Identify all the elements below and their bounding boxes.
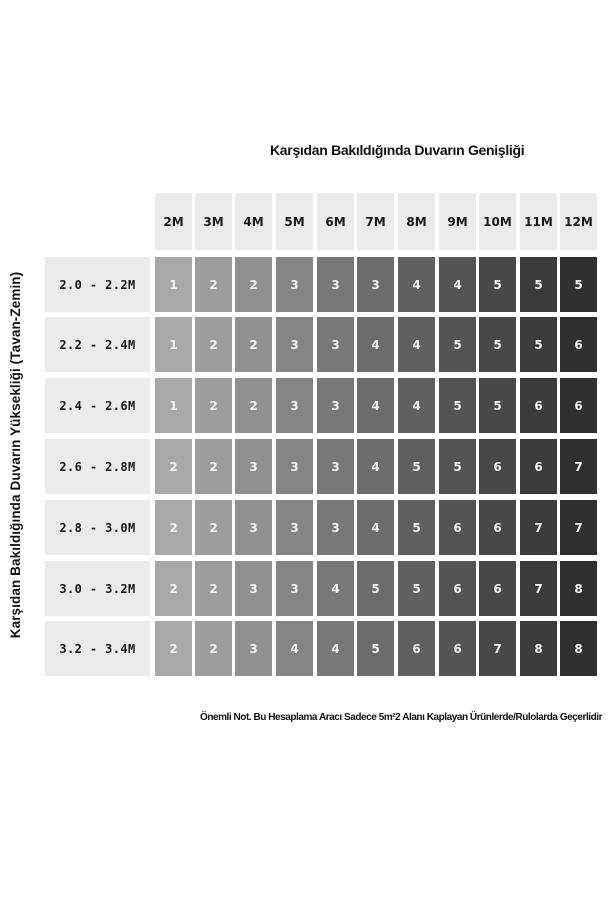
table-cell: 4 xyxy=(398,317,435,372)
table-cell: 2 xyxy=(195,317,232,372)
table-cell: 6 xyxy=(439,561,476,616)
column-header: 8M xyxy=(398,193,435,250)
important-note: Önemli Not. Bu Hesaplama Aracı Sadece 5m²2 Alanı Kaplayan Ürünlerde/Rulolarda Geçerlidir xyxy=(200,712,603,723)
table-cell: 2 xyxy=(235,257,272,312)
table-cell: 3 xyxy=(276,378,313,433)
column-header: 12M xyxy=(560,193,597,250)
table-cell: 2 xyxy=(155,500,192,555)
table-cell: 3 xyxy=(317,439,354,494)
table-cell: 5 xyxy=(479,317,516,372)
table-cell: 5 xyxy=(439,378,476,433)
table-cell: 2 xyxy=(195,621,232,676)
table-cell: 4 xyxy=(357,439,394,494)
table-cell: 7 xyxy=(520,500,557,555)
table-cell: 3 xyxy=(357,257,394,312)
table-cell: 8 xyxy=(520,621,557,676)
table-cell: 6 xyxy=(479,561,516,616)
table-cell: 6 xyxy=(398,621,435,676)
table-cell: 2 xyxy=(195,500,232,555)
table-cell: 3 xyxy=(235,439,272,494)
table-cell: 2 xyxy=(195,561,232,616)
table-cell: 2 xyxy=(195,439,232,494)
column-header: 4M xyxy=(235,193,272,250)
table-cell: 5 xyxy=(520,317,557,372)
table-cell: 3 xyxy=(317,500,354,555)
table-cell: 4 xyxy=(357,500,394,555)
row-header: 3.2 - 3.4M xyxy=(45,621,150,676)
row-header: 2.0 - 2.2M xyxy=(45,257,150,312)
table-cell: 3 xyxy=(317,378,354,433)
table-cell: 7 xyxy=(560,439,597,494)
row-header: 3.0 - 3.2M xyxy=(45,561,150,616)
table-cell: 3 xyxy=(276,561,313,616)
table-cell: 5 xyxy=(357,621,394,676)
table-cell: 7 xyxy=(520,561,557,616)
table-cell: 3 xyxy=(276,439,313,494)
table-cell: 5 xyxy=(398,439,435,494)
table-cell: 1 xyxy=(155,378,192,433)
table-cell: 7 xyxy=(560,500,597,555)
table-cell: 3 xyxy=(276,317,313,372)
table-cell: 5 xyxy=(357,561,394,616)
table-cell: 6 xyxy=(479,439,516,494)
table-title: Karşıdan Bakıldığında Duvarın Genişliği xyxy=(270,142,525,158)
row-header: 2.2 - 2.4M xyxy=(45,317,150,372)
table-cell: 3 xyxy=(235,621,272,676)
table-cell: 6 xyxy=(560,317,597,372)
row-header: 2.8 - 3.0M xyxy=(45,500,150,555)
table-cell: 3 xyxy=(276,500,313,555)
table-cell: 6 xyxy=(479,500,516,555)
table-cell: 2 xyxy=(155,561,192,616)
table-cell: 2 xyxy=(195,378,232,433)
table-cell: 1 xyxy=(155,317,192,372)
table-cell: 5 xyxy=(479,378,516,433)
table-cell: 2 xyxy=(195,257,232,312)
column-header: 9M xyxy=(439,193,476,250)
table-cell: 5 xyxy=(439,439,476,494)
row-header: 2.4 - 2.6M xyxy=(45,378,150,433)
table-cell: 4 xyxy=(276,621,313,676)
table-cell: 3 xyxy=(276,257,313,312)
table-cell: 6 xyxy=(520,439,557,494)
column-header: 6M xyxy=(317,193,354,250)
table-cell: 2 xyxy=(155,439,192,494)
table-cell: 3 xyxy=(317,317,354,372)
column-header: 2M xyxy=(155,193,192,250)
table-cell: 8 xyxy=(560,621,597,676)
table-cell: 8 xyxy=(560,561,597,616)
table-cell: 6 xyxy=(520,378,557,433)
column-header: 5M xyxy=(276,193,313,250)
column-header: 3M xyxy=(195,193,232,250)
table-cell: 3 xyxy=(235,561,272,616)
table-cell: 5 xyxy=(560,257,597,312)
column-header: 11M xyxy=(520,193,557,250)
table-cell: 4 xyxy=(357,317,394,372)
table-cell: 1 xyxy=(155,257,192,312)
table-cell: 4 xyxy=(357,378,394,433)
table-cell: 3 xyxy=(235,500,272,555)
table-cell: 2 xyxy=(235,317,272,372)
table-cell: 4 xyxy=(398,378,435,433)
table-cell: 5 xyxy=(398,561,435,616)
table-cell: 5 xyxy=(398,500,435,555)
table-cell: 6 xyxy=(439,621,476,676)
table-cell: 7 xyxy=(479,621,516,676)
table-cell: 6 xyxy=(560,378,597,433)
table-cell: 4 xyxy=(317,621,354,676)
side-title: Karşıdan Bakıldığında Duvarın Yüksekliği (Tavan-Zemin) xyxy=(8,271,23,639)
table-cell: 2 xyxy=(155,621,192,676)
table-cell: 5 xyxy=(479,257,516,312)
row-header: 2.6 - 2.8M xyxy=(45,439,150,494)
table-cell: 4 xyxy=(317,561,354,616)
table-cell: 2 xyxy=(235,378,272,433)
column-header: 10M xyxy=(479,193,516,250)
column-header: 7M xyxy=(357,193,394,250)
table-cell: 5 xyxy=(439,317,476,372)
table-cell: 4 xyxy=(398,257,435,312)
table-cell: 4 xyxy=(439,257,476,312)
table-cell: 5 xyxy=(520,257,557,312)
table-cell: 6 xyxy=(439,500,476,555)
table-cell: 3 xyxy=(317,257,354,312)
